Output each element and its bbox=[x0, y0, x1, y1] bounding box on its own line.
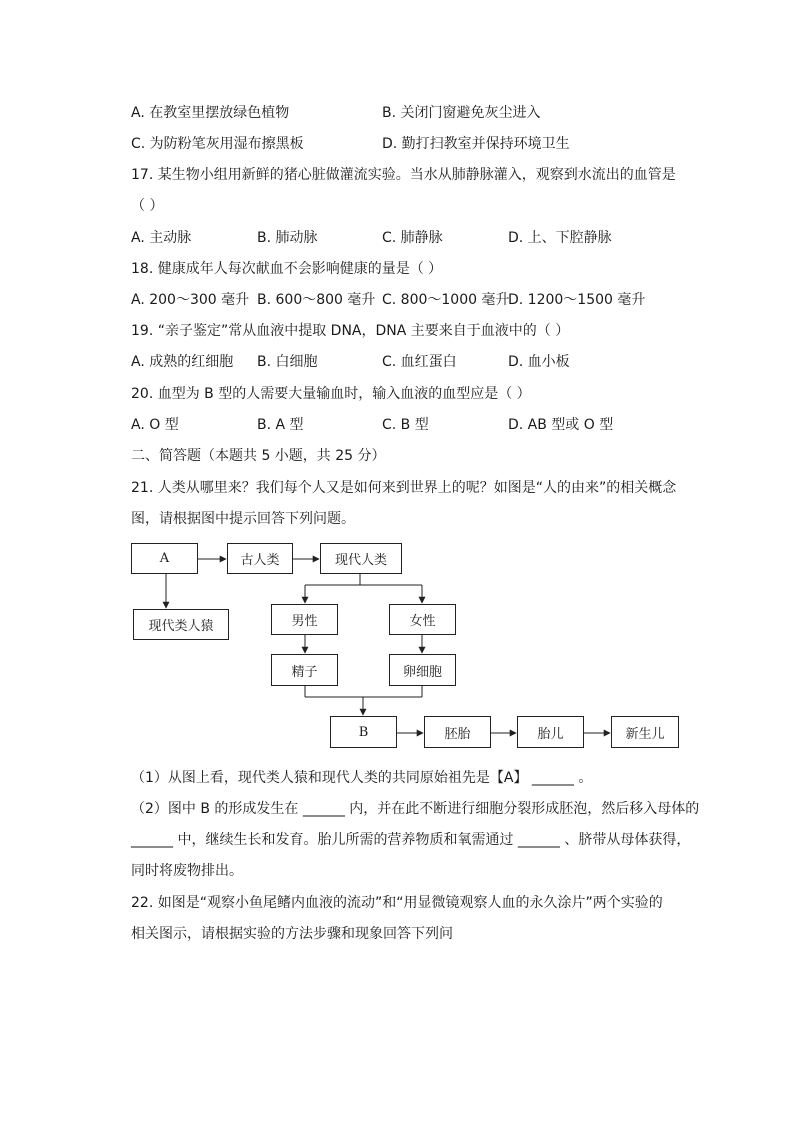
node-female: 女性 bbox=[389, 604, 456, 635]
q18-option-a: A. 200～300 毫升 bbox=[131, 292, 250, 308]
q20-option-c: C. B 型 bbox=[382, 417, 429, 433]
q17-stem: 17. 某生物小组用新鲜的猪心脏做灌流实验。当水从肺静脉灌入，观察到水流出的血管是 bbox=[131, 167, 676, 183]
node-newborn: 新生儿 bbox=[611, 716, 679, 748]
q21-subquestion-2-line1: （2）图中 B 的形成发生在 ______ 内，并在此不断进行细胞分裂形成胚泡，然后移入母体的 bbox=[131, 801, 700, 817]
q17-answer-paren: （ ） bbox=[131, 198, 164, 214]
q21-subquestion-1: （1）从图上看，现代类人猿和现代人类的共同原始祖先是【A】 ______ 。 bbox=[131, 770, 593, 786]
q20-option-d: D. AB 型或 O 型 bbox=[508, 417, 614, 433]
q16-option-b: B. 关闭门窗避免灰尘进入 bbox=[382, 105, 541, 121]
node-modern-human: 现代人类 bbox=[320, 543, 402, 574]
q16-option-d: D. 勤打扫教室并保持环境卫生 bbox=[382, 136, 570, 152]
q19-option-c: C. 血红蛋白 bbox=[382, 354, 457, 370]
node-male: 男性 bbox=[271, 604, 338, 635]
q17-option-d: D. 上、下腔静脉 bbox=[508, 230, 612, 246]
section-heading: 二、简答题（本题共 5 小题，共 25 分） bbox=[131, 448, 386, 464]
q16-option-c: C. 为防粉笔灰用湿布擦黑板 bbox=[131, 136, 304, 152]
node-a: A bbox=[131, 543, 198, 574]
q17-option-c: C. 肺静脉 bbox=[382, 230, 443, 246]
node-sperm: 精子 bbox=[271, 654, 338, 686]
q16-option-a: A. 在教室里摆放绿色植物 bbox=[131, 105, 290, 121]
q20-option-b: B. A 型 bbox=[257, 417, 304, 433]
q22-stem-line2: 相关图示，请根据实验的方法步骤和现象回答下列问 bbox=[131, 926, 453, 942]
q20-stem: 20. 血型为 B 型的人需要大量输血时，输入血液的血型应是（ ） bbox=[131, 386, 531, 402]
node-ancient-human: 古人类 bbox=[227, 543, 293, 574]
q19-stem: 19. “亲子鉴定”常从血液中提取 DNA，DNA 主要来自于血液中的（ ） bbox=[131, 323, 570, 339]
node-b: B bbox=[330, 716, 397, 748]
q21-stem-line2: 图，请根据图中提示回答下列问题。 bbox=[131, 511, 355, 527]
q17-option-a: A. 主动脉 bbox=[131, 230, 192, 246]
q22-stem-line1: 22. 如图是“观察小鱼尾鳍内血液的流动”和“用显微镜观察人血的永久涂片”两个实验的 bbox=[131, 895, 663, 911]
q21-subquestion-2-line3: 同时将废物排出。 bbox=[131, 863, 243, 879]
node-egg-cell: 卵细胞 bbox=[389, 654, 456, 686]
q18-option-c: C. 800～1000 毫升 bbox=[382, 292, 510, 308]
q18-option-b: B. 600～800 毫升 bbox=[257, 292, 376, 308]
q20-option-a: A. O 型 bbox=[131, 417, 179, 433]
q17-option-b: B. 肺动脉 bbox=[257, 230, 318, 246]
node-fetus: 胎儿 bbox=[517, 716, 584, 748]
node-modern-ape: 现代类人猿 bbox=[133, 609, 229, 640]
q18-option-d: D. 1200～1500 毫升 bbox=[508, 292, 646, 308]
q18-stem: 18. 健康成年人每次献血不会影响健康的量是（ ） bbox=[131, 261, 443, 277]
q21-stem-line1: 21. 人类从哪里来？我们每个人又是如何来到世界上的呢？如图是“人的由来”的相关概念 bbox=[131, 480, 677, 496]
q19-option-b: B. 白细胞 bbox=[257, 354, 318, 370]
q19-option-a: A. 成熟的红细胞 bbox=[131, 354, 234, 370]
q21-subquestion-2-line2: ______ 中，继续生长和发育。胎儿所需的营养物质和氧需通过 ______ 、脐带从母体获得， bbox=[131, 832, 691, 848]
q19-option-d: D. 血小板 bbox=[508, 354, 570, 370]
node-embryo: 胚胎 bbox=[424, 716, 491, 748]
